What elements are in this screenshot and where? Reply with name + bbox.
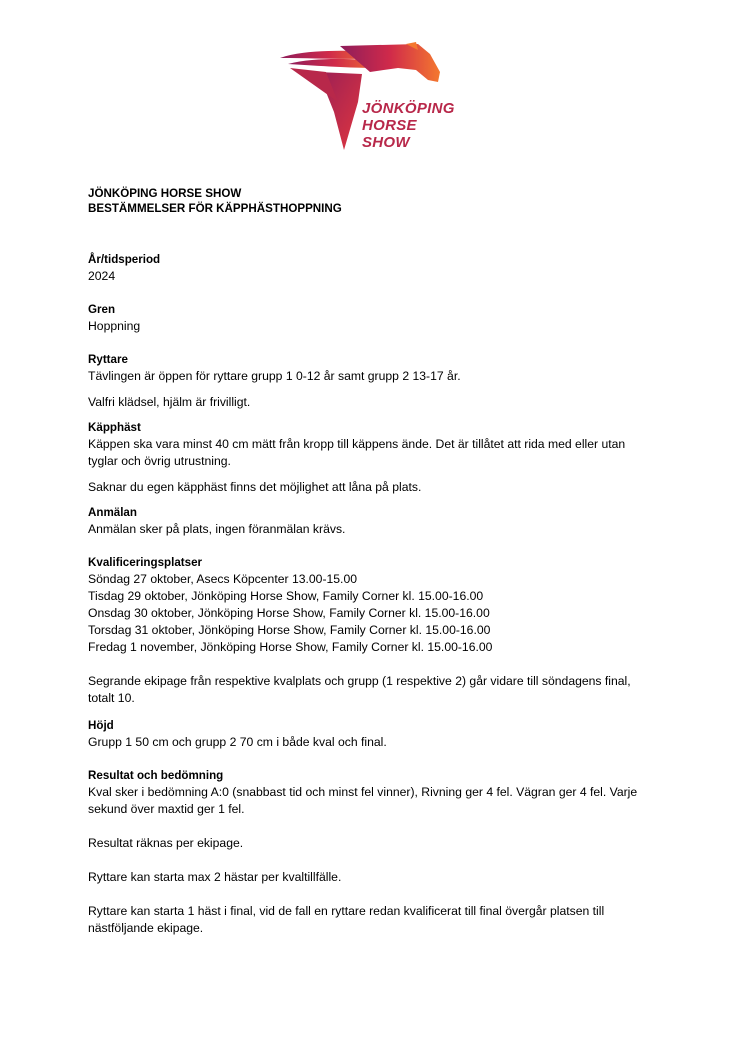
gren-heading: Gren — [88, 303, 116, 316]
resultat-text-4a: Ryttare kan starta 1 häst i final, vid de fall en ryttare redan kvalificerat till final övergår platsen till — [88, 904, 605, 918]
doc-title-2: BESTÄMMELSER FÖR KÄPPHÄSTHOPPNING — [88, 202, 342, 215]
period-heading: År/tidsperiod — [88, 253, 161, 266]
resultat-heading: Resultat och bedömning — [88, 769, 224, 782]
ryttare-text-2: Valfri klädsel, hjälm är frivilligt. — [88, 395, 251, 409]
kapphast-text-1a: Käppen ska vara minst 40 cm mätt från kropp till käppens ände. Det är tillåtet att rida med eller utan — [88, 437, 626, 451]
resultat-text-1b: sekund över maxtid ger 1 fel. — [88, 802, 245, 816]
segrande-text-b: totalt 10. — [88, 691, 135, 705]
period-value: 2024 — [88, 269, 116, 283]
ryttare-text-1: Tävlingen är öppen för ryttare grupp 1 0-12 år samt grupp 2 13-17 år. — [88, 369, 461, 383]
kapphast-text-2: Saknar du egen käpphäst finns det möjlighet att låna på plats. — [88, 480, 422, 494]
kval-heading: Kvalificeringsplatser — [88, 556, 203, 569]
resultat-text-1a: Kval sker i bedömning A:0 (snabbast tid och minst fel vinner), Rivning ger 4 fel. Vägran ger 4 fel. Varje — [88, 785, 638, 799]
gren-value: Hoppning — [88, 319, 141, 333]
hojd-text: Grupp 1 50 cm och grupp 2 70 cm i både kval och final. — [88, 735, 387, 749]
kval-item: Torsdag 31 oktober, Jönköping Horse Show, Family Corner kl. 15.00-16.00 — [88, 623, 491, 637]
doc-title-1: JÖNKÖPING HORSE SHOW — [88, 187, 242, 200]
kval-item: Onsdag 30 oktober, Jönköping Horse Show, Family Corner kl. 15.00-16.00 — [88, 606, 490, 620]
kval-item: Fredag 1 november, Jönköping Horse Show, Family Corner kl. 15.00-16.00 — [88, 640, 493, 654]
document-body — [88, 186, 668, 937]
resultat-text-4b: nästföljande ekipage. — [88, 921, 204, 935]
logo-line-2: HORSE SHOW — [362, 117, 417, 151]
resultat-text-3: Ryttare kan starta max 2 hästar per kvaltillfälle. — [88, 870, 342, 884]
segrande-text-a: Segrande ekipage från respektive kvalplats och grupp (1 respektive 2) går vidare till söndagens final, — [88, 674, 631, 688]
anmalan-text: Anmälan sker på plats, ingen föranmälan krävs. — [88, 522, 346, 536]
hojd-heading: Höjd — [88, 719, 114, 732]
anmalan-heading: Anmälan — [88, 506, 137, 519]
resultat-text-2: Resultat räknas per ekipage. — [88, 836, 244, 850]
ryttare-heading: Ryttare — [88, 353, 128, 366]
jonkoping-horse-show-logo — [278, 42, 468, 154]
kapphast-heading: Käpphäst — [88, 421, 141, 434]
kapphast-text-1b: tyglar och övrig utrustning. — [88, 454, 231, 468]
logo-text — [362, 100, 468, 151]
kval-item: Söndag 27 oktober, Asecs Köpcenter 13.00-15.00 — [88, 572, 357, 586]
kval-item: Tisdag 29 oktober, Jönköping Horse Show, Family Corner kl. 15.00-16.00 — [88, 589, 484, 603]
logo-line-1: JÖNKÖPING — [362, 100, 455, 117]
